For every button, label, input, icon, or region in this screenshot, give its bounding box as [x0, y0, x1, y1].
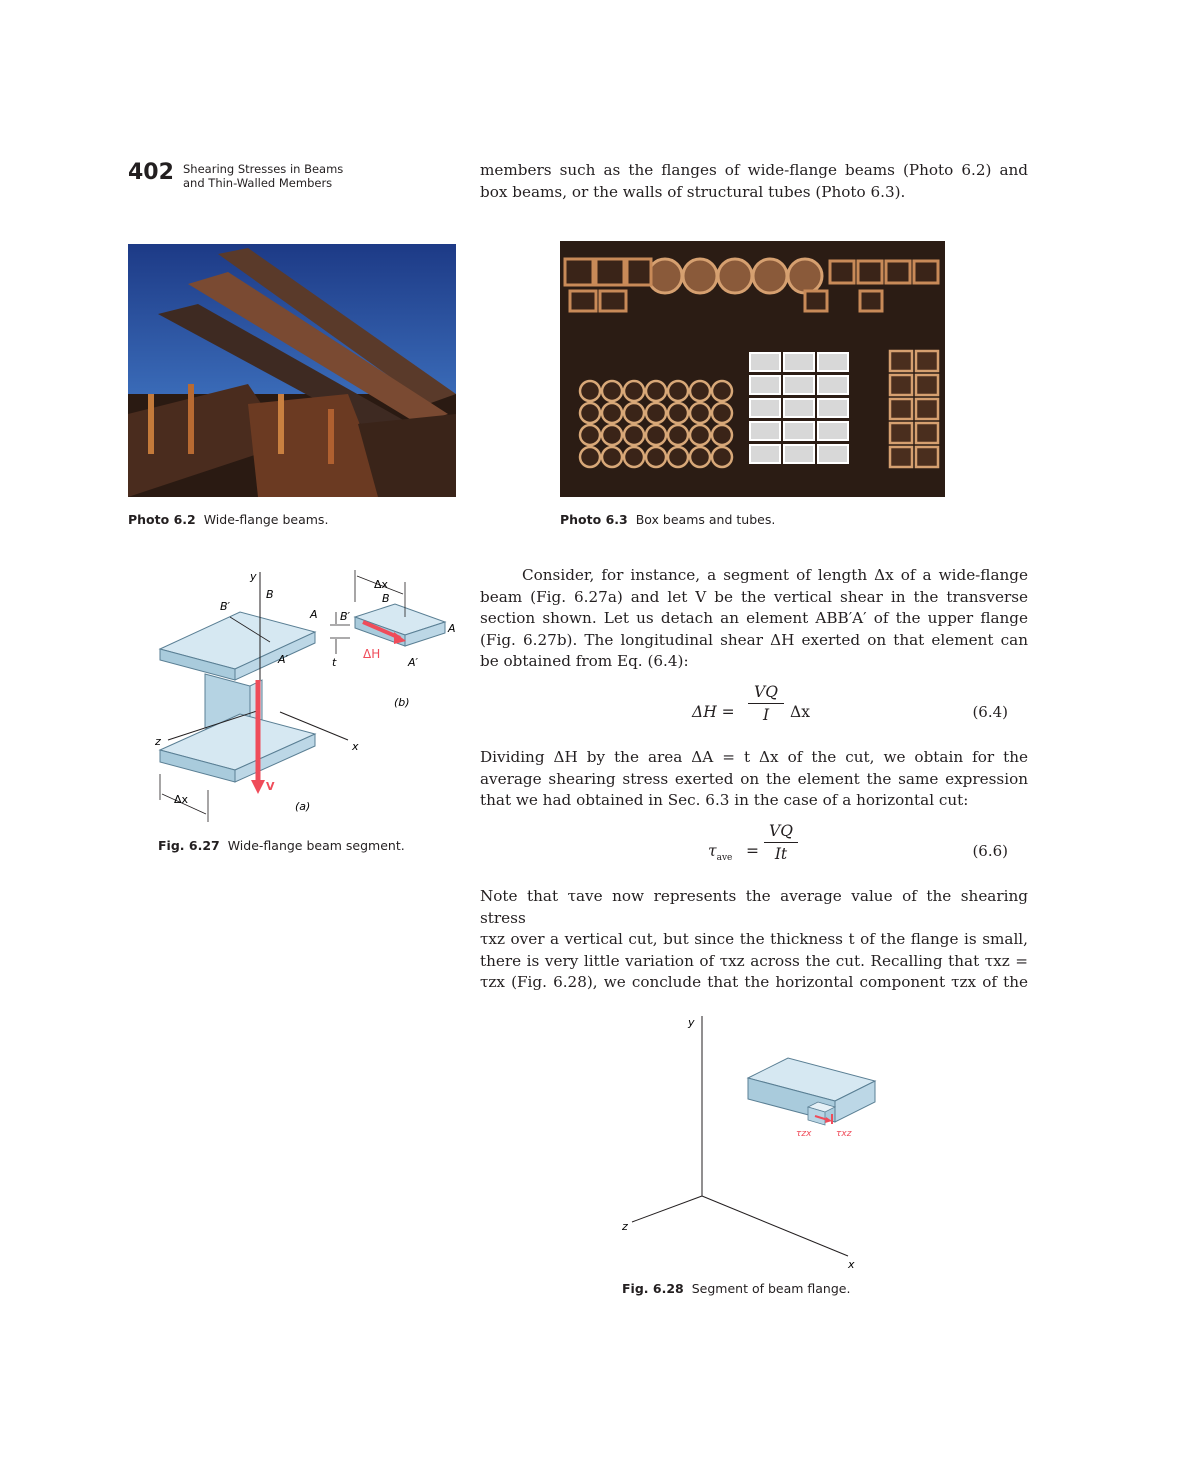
- running-head-line1: Shearing Stresses in Beams: [183, 162, 344, 176]
- fig628-label-x: x: [848, 1258, 855, 1271]
- equation-6-4: [480, 683, 1030, 743]
- fig628-label-tau-xz: τxz: [836, 1129, 852, 1139]
- eq66-tau-symbol: τ: [708, 842, 717, 860]
- photo-6-2-caption-text: Wide-flange beams.: [203, 512, 329, 527]
- fig627-label-a: A: [310, 608, 318, 621]
- eq64-lhs: ΔH =: [692, 703, 735, 721]
- eq64-denominator: I: [762, 706, 770, 724]
- page-number: 402: [128, 160, 174, 185]
- paragraph-consider: [480, 565, 1028, 673]
- intro-paragraph: [480, 160, 1028, 203]
- photo-6-2-caption: [128, 512, 328, 527]
- fig627-label-b-b: B: [382, 592, 390, 605]
- fig627-label-dh: ΔH: [363, 647, 381, 661]
- photo-6-2-label: Photo 6.2: [128, 512, 196, 527]
- consider-line5: be obtained from Eq. (6.4):: [480, 652, 689, 671]
- eq64-numerator: VQ: [748, 683, 784, 704]
- fig627-label-z: z: [155, 735, 161, 748]
- fig-6-28-caption-text: Segment of beam flange.: [691, 1281, 851, 1296]
- eq64-number: (6.4): [972, 703, 1008, 721]
- fig627-label-dx-b: Δx: [374, 578, 389, 591]
- consider-line4: (Fig. 6.27b). The longitudinal shear ΔH exerted on that element can: [480, 630, 1028, 649]
- consider-line1: Consider, for instance, a segment of length Δx of a wide-flange: [522, 566, 1028, 584]
- fig627-label-a-panel: (a): [295, 800, 311, 813]
- consider-line3: section shown. Let us detach an element ABB′A′ of the upper flange: [480, 609, 1028, 628]
- eq66-number: (6.6): [972, 842, 1008, 860]
- eq66-tau-sub: ave: [716, 853, 733, 864]
- figure-6-27: [150, 562, 470, 830]
- fig627-label-aprime: A′: [278, 653, 289, 666]
- fig-6-27-caption: [158, 838, 405, 853]
- fig628-label-tau-zx: τzx: [796, 1129, 812, 1139]
- fig-6-27-label: Fig. 6.27: [158, 838, 220, 853]
- fig627-label-aprime-b: A′: [408, 656, 419, 669]
- fig627-label-bprime: B′: [220, 600, 231, 613]
- fig627-label-bprime-b: B′: [340, 610, 351, 623]
- running-head-line2: and Thin-Walled Members: [183, 176, 333, 190]
- fig-6-28-label: Fig. 6.28: [622, 1281, 684, 1296]
- dividing-line2: average shearing stress exerted on the element the same expression: [480, 769, 1028, 788]
- note-line3: there is very little variation of τxz across the cut. Recalling that τxz =: [480, 951, 1028, 970]
- fig628-label-z: z: [622, 1220, 628, 1233]
- eq66-denominator: It: [774, 845, 788, 863]
- note-line1: Note that τave now represents the average value of the shearing stress: [480, 887, 1028, 927]
- fig-6-28-caption: [622, 1281, 850, 1296]
- note-line2: τxz over a vertical cut, but since the thickness t of the flange is small,: [480, 930, 1028, 949]
- fig627-label-b: B: [266, 588, 274, 601]
- dividing-line3: that we had obtained in Sec. 6.3 in the case of a horizontal cut:: [480, 791, 969, 810]
- eq66-tau: [708, 842, 732, 863]
- note-line4: τzx (Fig. 6.28), we conclude that the horizontal component τzx of the: [480, 973, 1028, 992]
- fig627-label-t: t: [332, 656, 337, 669]
- running-head: [183, 162, 343, 190]
- eq66-numerator: VQ: [764, 822, 798, 843]
- photo-box-beams-tubes: [560, 241, 945, 497]
- fig627-label-v: V: [266, 780, 275, 793]
- paragraph-dividing: [480, 747, 1028, 812]
- dividing-line1: Dividing ΔH by the area ΔA = t Δx of the cut, we obtain for the: [480, 748, 1028, 766]
- fig627-label-dx-a: Δx: [174, 793, 189, 806]
- intro-line2: box beams, or the walls of structural tubes (Photo 6.3).: [480, 182, 906, 201]
- fig-6-27-caption-text: Wide-flange beam segment.: [227, 838, 405, 853]
- fig628-label-y: y: [688, 1016, 695, 1029]
- eq66-fraction: [764, 822, 798, 863]
- fig627-label-a-b: A: [448, 622, 456, 635]
- photo-6-3-caption-text: Box beams and tubes.: [635, 512, 776, 527]
- consider-line2: beam (Fig. 6.27a) and let V be the vertical shear in the transverse: [480, 587, 1028, 606]
- photo-6-3-label: Photo 6.3: [560, 512, 628, 527]
- equation-6-6: [480, 822, 1030, 882]
- paragraph-note: [480, 886, 1028, 994]
- eq66-equals: =: [746, 842, 759, 860]
- wide-flange-beam-drawing: [160, 572, 348, 822]
- fig627-label-b-panel: (b): [394, 696, 410, 709]
- photo-wide-flange-beams: [128, 244, 456, 497]
- fig627-label-x: x: [352, 740, 359, 753]
- fig627-label-y: y: [250, 570, 257, 583]
- eq64-rhs: Δx: [790, 703, 810, 721]
- figure-6-28: [610, 1008, 880, 1276]
- eq64-fraction: [748, 683, 784, 724]
- intro-line1: members such as the flanges of wide-flange beams (Photo 6.2) and: [480, 161, 1028, 179]
- photo-6-3-caption: [560, 512, 775, 527]
